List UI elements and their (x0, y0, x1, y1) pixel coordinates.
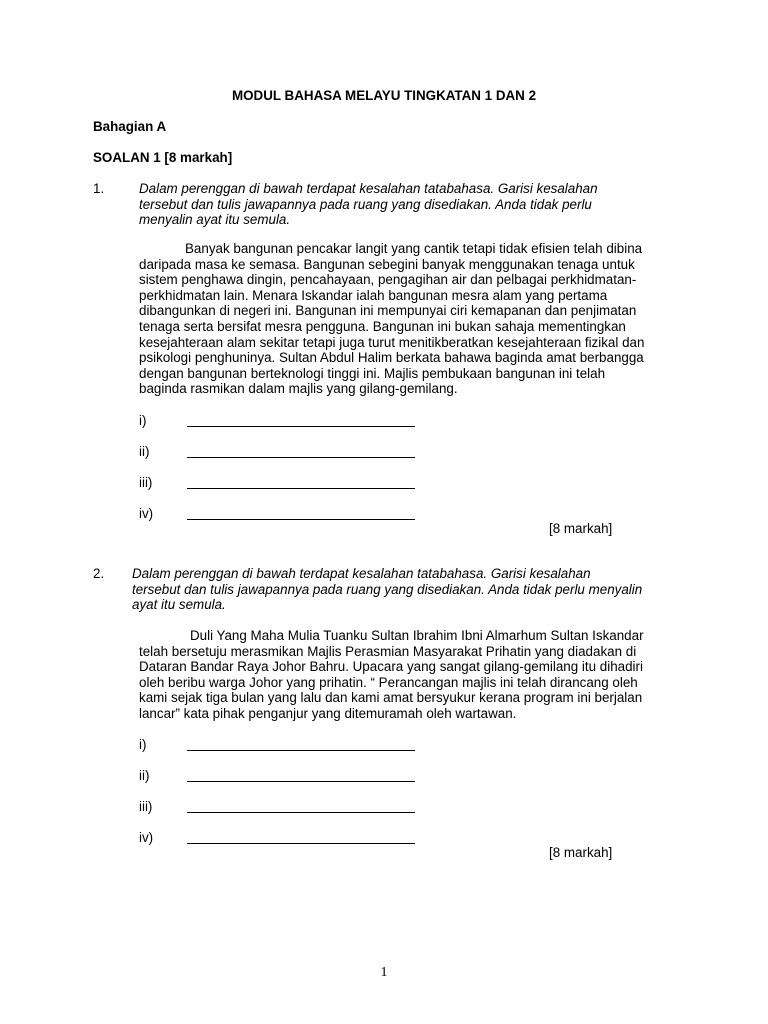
answer-label: ii) (139, 768, 150, 783)
q2-instruction (132, 566, 642, 613)
q2-passage-line: oleh beribu warga Johor yang prihatin. “ Perancangan majlis ini telah dirancang oleh (139, 674, 638, 690)
answer-blank-line[interactable] (187, 488, 415, 489)
section-heading: Bahagian A (93, 119, 167, 134)
q1-passage-line: sistem penghawa dingin, pencahayaan, pengagihan air dan pelbagai perkhidmatan- (139, 272, 637, 288)
q2-passage-line: Duli Yang Maha Mulia Tuanku Sultan Ibrahim Ibni Almarhum Sultan Iskandar (190, 628, 644, 643)
q2-marks: [8 markah] (549, 845, 613, 860)
q2-instruction-line: ayat itu semula. (132, 597, 226, 612)
q2-passage-line: lancar” kata pihak penganjur yang ditemuramah oleh wartawan. (139, 705, 517, 721)
answer-label: iii) (139, 475, 153, 490)
q1-number: 1. (93, 181, 105, 196)
q2-passage-line: telah bersetuju merasmikan Majlis Perasmian Masyarakat Prihatin yang diadakan di (139, 643, 637, 659)
q2-number: 2. (93, 566, 105, 581)
q1-passage-line: tenaga serta bersifat mesra pengguna. Bangunan ini bukan sahaja mementingkan (139, 318, 626, 334)
q2-passage-line: Dataran Bandar Raya Johor Bahru. Upacara yang sangat gilang-gemilang itu dihadiri (139, 659, 643, 675)
q1-passage-line: perkhidmatan lain. Menara Iskandar ialah bangunan mesra alam yang pertama (139, 287, 608, 303)
document-title: MODUL BAHASA MELAYU TINGKATAN 1 DAN 2 (231, 88, 537, 103)
q2-passage-line: kami sejak tiga bulan yang lalu dan kami amat bersyukur kerana program ini berjalan (139, 690, 643, 706)
answer-label: iv) (139, 506, 154, 521)
answer-blank-line[interactable] (187, 519, 415, 520)
q1-passage-line: daripada masa ke semasa. Bangunan sebegini banyak menggunakan tenaga untuk (139, 256, 635, 272)
answer-blank-line[interactable] (187, 426, 415, 427)
q1-passage-line: dibangunkan di negeri ini. Bangunan ini mempunyai ciri kemapanan dan penjimatan (139, 303, 637, 319)
q1-passage-line: baginda rasmikan dalam majlis yang gilang-gemilang. (139, 381, 458, 397)
answer-blank-line[interactable] (187, 457, 415, 458)
answer-label: iii) (139, 799, 153, 814)
q1-instruction-line: menyalin ayat itu semula. (139, 212, 291, 227)
q1-passage-line: kesejahteraan alam sekitar tetapi juga turut menitikberatkan kesejahteraan fizikal dan (139, 334, 645, 350)
q1-passage-line: Banyak bangunan pencakar langit yang cantik tetapi tidak efisien telah dibina (185, 241, 643, 256)
q2-instruction-line: Dalam perenggan di bawah terdapat kesalahan tatabahasa. Garisi kesalahan (132, 566, 591, 581)
q2-passage (139, 628, 644, 722)
answer-label: iv) (139, 830, 154, 845)
q1-marks: [8 markah] (549, 521, 613, 536)
q1-instruction-line: tersebut dan tulis jawapannya pada ruang yang disediakan. Anda tidak perlu (139, 196, 592, 212)
answer-blank-line[interactable] (187, 750, 415, 751)
q1-passage-line: dengan bangunan berteknologi tinggi ini. Majlis pembukaan bangunan ini telah (139, 365, 606, 381)
q1-instruction-line: Dalam perenggan di bawah terdapat kesalahan tatabahasa. Garisi kesalahan (139, 181, 598, 196)
answer-label: ii) (139, 444, 150, 459)
question-heading: SOALAN 1 [8 markah] (93, 150, 233, 165)
answer-blank-line[interactable] (187, 781, 415, 782)
answer-label: i) (139, 413, 147, 428)
answer-blank-line[interactable] (187, 812, 415, 813)
answer-blank-line[interactable] (187, 843, 415, 844)
q2-instruction-line: tersebut dan tulis jawapannya pada ruang yang disediakan. Anda tidak perlu menyalin (132, 581, 643, 597)
page-number: 1 (380, 965, 388, 980)
q1-passage-line: psikologi penghuninya. Sultan Abdul Halim berkata bahawa baginda amat berbangga (139, 350, 644, 366)
answer-label: i) (139, 737, 147, 752)
q1-passage (139, 241, 644, 397)
q1-instruction (139, 181, 598, 228)
